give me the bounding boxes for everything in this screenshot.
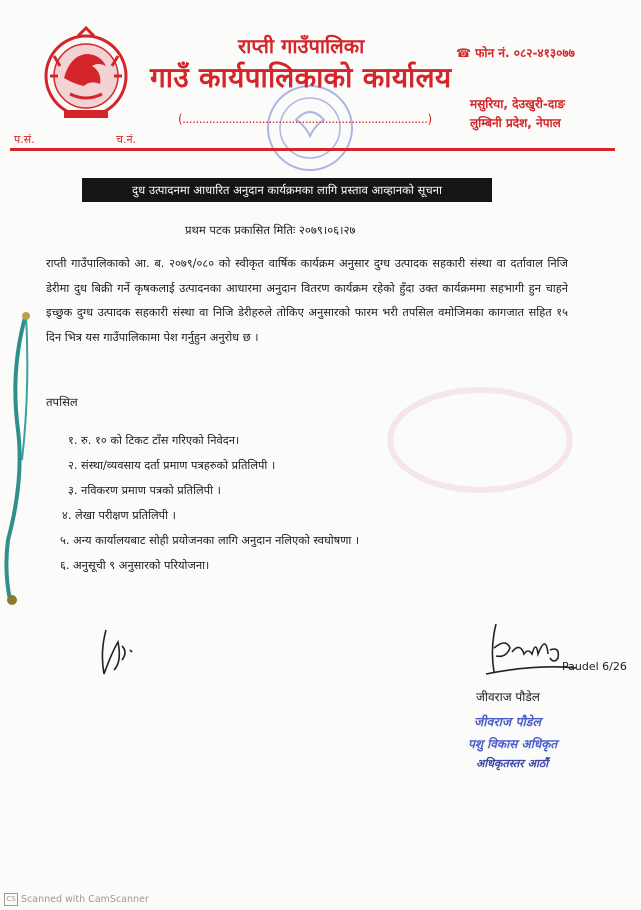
published-date: प्रथम पटक प्रकासित मितिः २०७९।०६।२७ [185, 223, 356, 237]
stamp-officer-title: पशु विकास अधिकृत [468, 737, 558, 751]
phone-number [456, 44, 575, 61]
tied-thread [0, 310, 40, 610]
notice-body: राप्ती गाउँपालिकाको आ. ब. २०७९/०८० को स्वीकृत वार्षिक कार्यक्रम अनुसार दुग्ध उत्पादक सहकारी संस्था वा दर्तावाल निजि डेरीमा दुध बिक्री गर्ने कृषकलाई उत्पादनका आधारमा अनुदान वितरण कार्यक्रम रहेको हुँदा उक्त कार्यक्रममा सहभागी हुन चाहने इच्छुक दुग्ध उत्पादक सहकारी संस्था वा निजि डेरीहरुले तोकिए अनुसारको फारम भरी तपसिल वमोजिमका कागजात सहित १५ दिन भित्र यस गाउँपालिकामा पेश गर्नुहुन अनुरोध छ । [46, 257, 568, 344]
list-item: १. रु. १० को टिकट टाँस गरिएको निवेदन। [68, 434, 240, 447]
cn-label: च.नं. [116, 133, 137, 146]
faint-pink-stamp [380, 380, 580, 500]
right-signature [476, 618, 627, 682]
list-item: ६. अनुसूची ९ अनुसारको परियोजना। [60, 559, 210, 572]
scanner-watermark [4, 893, 149, 906]
phone-icon: ☎ [456, 46, 476, 60]
stamp-officer-grade: अधिकृतस्तर आठौं [476, 757, 549, 770]
header-divider [10, 148, 615, 151]
left-signature [92, 622, 144, 682]
list-item: ४. लेखा परीक्षण प्रतिलिपी । [62, 509, 176, 522]
stamp-officer-name: जीवराज पौडेल [474, 714, 541, 729]
list-item: ३. नविकरण प्रमाण पत्रको प्रतिलिपी । [68, 484, 221, 497]
scanner-text: Scanned with CamScanner [21, 894, 149, 905]
nepal-emblem-icon [40, 26, 132, 122]
list-heading: तपसिल [46, 395, 78, 409]
municipality-name: राप्ती गाउँपालिका [238, 34, 365, 58]
address-line-1: मसुरिया, देउखुरी-दाङ [470, 97, 565, 111]
phone-text: फोन नं. ०८२-४१३०७७ [475, 46, 575, 60]
address-line-2: लुम्बिनी प्रदेश, नेपाल [470, 116, 561, 130]
list-item: २. संस्था/व्यवसाय दर्ता प्रमाण पत्रहरुको प्रतिलिपी । [68, 459, 276, 472]
list-item: ५. अन्य कार्यालयबाट सोही प्रयोजनका लागि अनुदान नलिएको स्वघोषणा । [60, 534, 360, 547]
dotted-line: (..........................................................................) [178, 112, 432, 126]
ps-label: प.सं. [14, 133, 35, 146]
signature-text: Paudel 6/26 [562, 660, 627, 673]
office-name: गाउँ कार्यपालिकाको कार्यालय [150, 61, 452, 94]
document-list [60, 428, 359, 578]
officer-name: जीवराज पौडेल [476, 690, 540, 704]
notice-title: दुध उत्पादनमा आधारित अनुदान कार्यक्रमका लागि प्रस्ताव आव्हानको सूचना [82, 178, 492, 202]
camscanner-icon: CS [4, 893, 18, 906]
